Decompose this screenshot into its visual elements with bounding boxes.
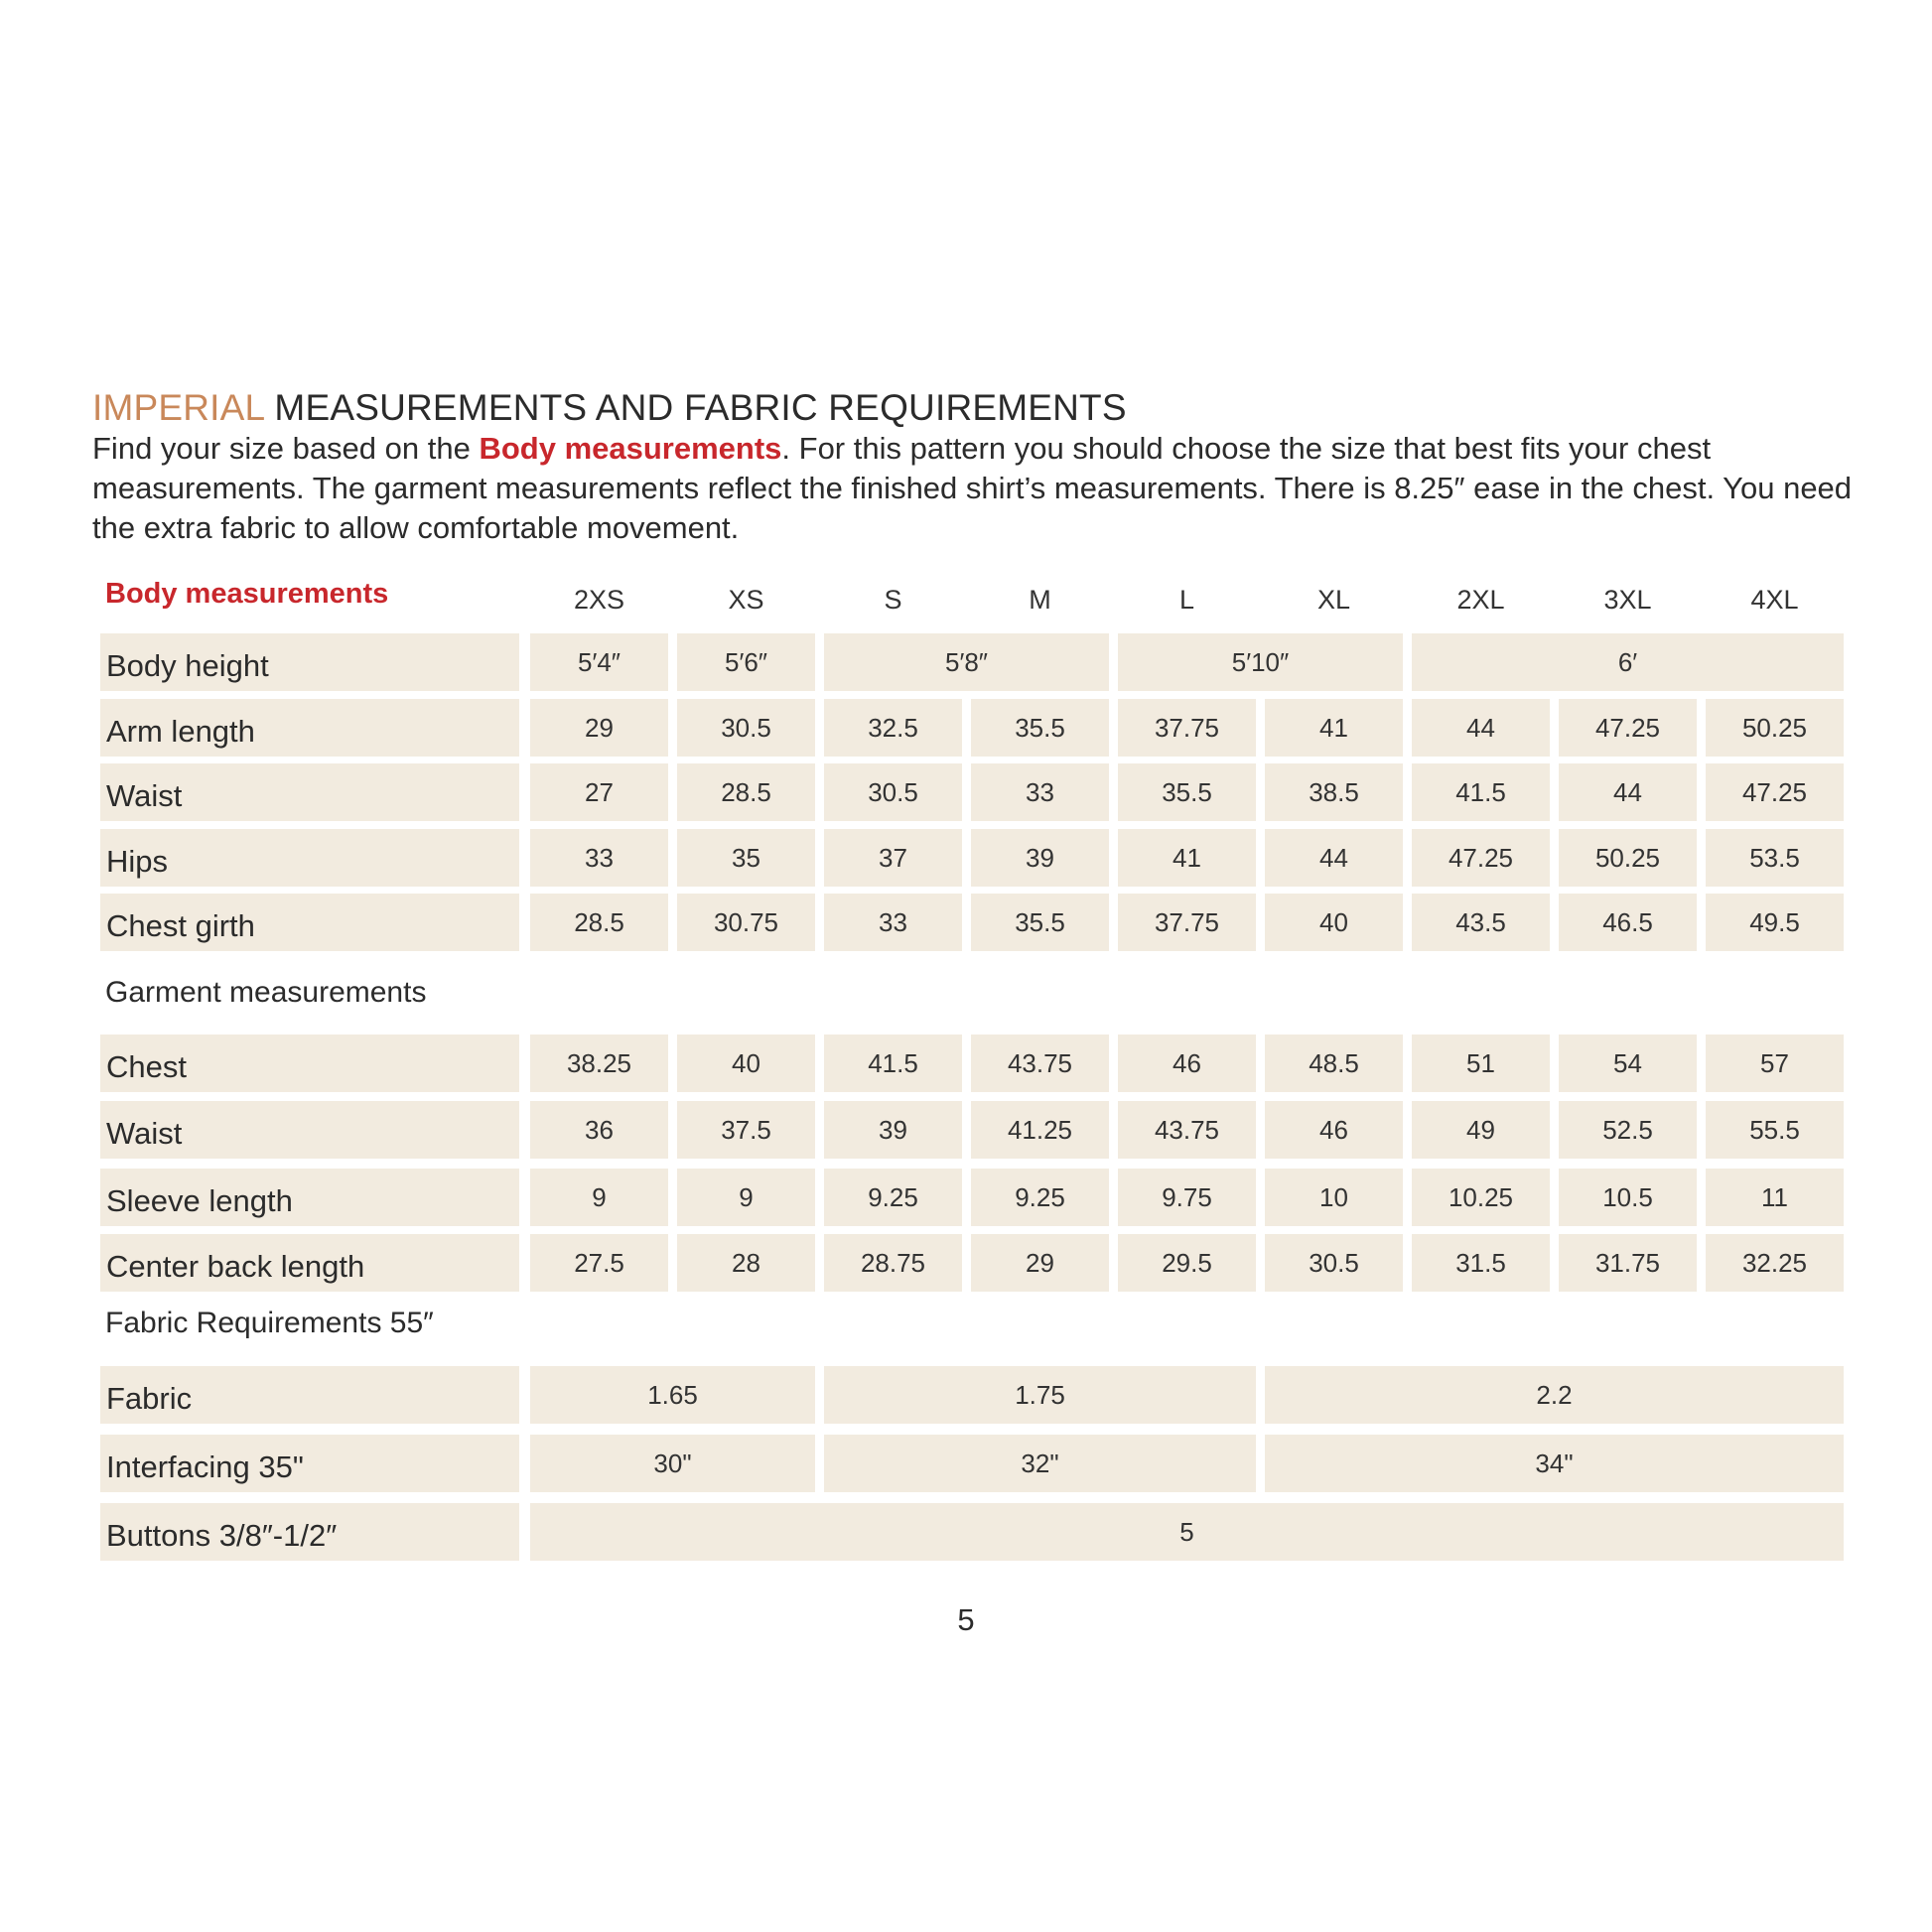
fabric-row-label — [100, 1435, 519, 1492]
body-cell: 5′6″ — [677, 633, 815, 691]
garment-row-label — [100, 1101, 519, 1159]
garment-cell: 46 — [1265, 1101, 1403, 1159]
garment-cell: 51 — [1412, 1035, 1550, 1092]
garment-row-label-text: Sleeve length — [106, 1183, 293, 1218]
fabric-cell: 32" — [824, 1435, 1256, 1492]
body-cell: 27 — [530, 763, 668, 821]
garment-cell: 28 — [677, 1234, 815, 1292]
garment-cell: 9.25 — [824, 1169, 962, 1226]
body-cell: 28.5 — [677, 763, 815, 821]
garment-cell: 10.25 — [1412, 1169, 1550, 1226]
body-row-label — [100, 633, 519, 691]
garment-cell: 46 — [1118, 1035, 1256, 1092]
garment-cell: 10 — [1265, 1169, 1403, 1226]
body-row-label — [100, 829, 519, 887]
intro-pre: Find your size based on the — [92, 431, 480, 466]
garment-cell: 37.5 — [677, 1101, 815, 1159]
size-header-xl: XL — [1316, 584, 1351, 615]
body-cell: 44 — [1412, 699, 1550, 757]
garment-cell: 27.5 — [530, 1234, 668, 1292]
body-cell: 33 — [530, 829, 668, 887]
body-cell: 5′4″ — [530, 633, 668, 691]
body-row-label-text: Body height — [106, 648, 269, 683]
garment-cell: 57 — [1706, 1035, 1844, 1092]
body-cell: 30.75 — [677, 894, 815, 951]
fabric-row-label — [100, 1503, 519, 1561]
garment-cell: 41.25 — [971, 1101, 1109, 1159]
size-header-s: S — [884, 584, 902, 615]
body-cell: 40 — [1265, 894, 1403, 951]
body-cell: 47.25 — [1559, 699, 1697, 757]
body-cell: 43.5 — [1412, 894, 1550, 951]
heading-rest: MEASUREMENTS AND FABRIC REQUIREMENTS — [263, 387, 1127, 428]
page-number: 5 — [957, 1602, 975, 1637]
size-header-4xl: 4XL — [1750, 584, 1799, 615]
body-cell: 33 — [971, 763, 1109, 821]
body-cell: 41.5 — [1412, 763, 1550, 821]
garment-row-label-text: Waist — [106, 1116, 183, 1151]
body-cell: 6′ — [1412, 633, 1844, 691]
body-cell: 5′8″ — [824, 633, 1109, 691]
garment-cell: 31.5 — [1412, 1234, 1550, 1292]
garment-cell: 48.5 — [1265, 1035, 1403, 1092]
body-cell: 30.5 — [677, 699, 815, 757]
section-body-measurements: Body measurements — [105, 578, 389, 610]
garment-cell: 11 — [1706, 1169, 1844, 1226]
body-cell: 46.5 — [1559, 894, 1697, 951]
fabric-cell: 1.75 — [824, 1366, 1256, 1424]
body-cell: 37.75 — [1118, 699, 1256, 757]
body-cell: 5′10″ — [1118, 633, 1403, 691]
garment-cell: 43.75 — [1118, 1101, 1256, 1159]
garment-cell: 28.75 — [824, 1234, 962, 1292]
body-row-label — [100, 699, 519, 757]
body-cell: 30.5 — [824, 763, 962, 821]
garment-cell: 38.25 — [530, 1035, 668, 1092]
garment-row-label-text: Center back length — [106, 1249, 365, 1284]
body-cell: 35.5 — [971, 699, 1109, 757]
body-cell: 29 — [530, 699, 668, 757]
body-cell: 50.25 — [1559, 829, 1697, 887]
intro-emphasis: Body measurements — [479, 431, 782, 466]
body-row-label-text: Hips — [106, 844, 169, 879]
fabric-cell: 5 — [530, 1503, 1844, 1561]
body-row-label-text: Waist — [106, 778, 183, 813]
garment-row-label — [100, 1234, 519, 1292]
size-header-2xl: 2XL — [1456, 584, 1505, 615]
intro-paragraph — [92, 429, 1860, 548]
fabric-cell: 1.65 — [530, 1366, 815, 1424]
garment-cell: 29.5 — [1118, 1234, 1256, 1292]
garment-cell: 9 — [530, 1169, 668, 1226]
fabric-cell: 34" — [1265, 1435, 1844, 1492]
garment-cell: 9 — [677, 1169, 815, 1226]
body-cell: 37 — [824, 829, 962, 887]
garment-cell: 43.75 — [971, 1035, 1109, 1092]
body-cell: 50.25 — [1706, 699, 1844, 757]
size-header-m: M — [1029, 584, 1051, 615]
garment-row-label-text: Chest — [106, 1049, 187, 1084]
body-cell: 32.5 — [824, 699, 962, 757]
heading-accent: IMPERIAL — [92, 387, 264, 428]
body-cell: 44 — [1265, 829, 1403, 887]
garment-cell: 9.25 — [971, 1169, 1109, 1226]
body-cell: 35.5 — [971, 894, 1109, 951]
intro-post: . For this pattern you should choose the size that best fits your chest measurements. The garment measurements reflect the finished shirt’s measurements. There is 8.25″ ease in the chest. You need the extra fabric to allow comfortable movement. — [92, 431, 1853, 545]
size-header-2xs: 2XS — [573, 584, 625, 615]
size-header-l: L — [1178, 584, 1195, 615]
fabric-cell: 2.2 — [1265, 1366, 1844, 1424]
fabric-row-label — [100, 1366, 519, 1424]
garment-cell: 55.5 — [1706, 1101, 1844, 1159]
body-row-label-text: Chest girth — [106, 908, 255, 943]
garment-cell: 36 — [530, 1101, 668, 1159]
body-cell: 47.25 — [1706, 763, 1844, 821]
body-cell: 41 — [1118, 829, 1256, 887]
fabric-cell: 30" — [530, 1435, 815, 1492]
garment-cell: 30.5 — [1265, 1234, 1403, 1292]
garment-cell: 52.5 — [1559, 1101, 1697, 1159]
garment-cell: 39 — [824, 1101, 962, 1159]
body-cell: 33 — [824, 894, 962, 951]
body-row-label-text: Arm length — [106, 714, 255, 749]
fabric-row-label-text: Fabric — [106, 1381, 193, 1416]
garment-cell: 10.5 — [1559, 1169, 1697, 1226]
body-cell: 35 — [677, 829, 815, 887]
body-cell: 28.5 — [530, 894, 668, 951]
body-cell: 35.5 — [1118, 763, 1256, 821]
garment-cell: 31.75 — [1559, 1234, 1697, 1292]
body-cell: 38.5 — [1265, 763, 1403, 821]
body-cell: 53.5 — [1706, 829, 1844, 887]
section-garment-measurements: Garment measurements — [105, 976, 427, 1009]
body-row-label — [100, 763, 519, 821]
fabric-row-label-text: Buttons 3/8″-1/2″ — [106, 1518, 338, 1553]
body-cell: 39 — [971, 829, 1109, 887]
garment-row-label — [100, 1035, 519, 1092]
garment-cell: 29 — [971, 1234, 1109, 1292]
body-row-label — [100, 894, 519, 951]
garment-cell: 40 — [677, 1035, 815, 1092]
garment-cell: 32.25 — [1706, 1234, 1844, 1292]
garment-row-label — [100, 1169, 519, 1226]
size-header-3xl: 3XL — [1603, 584, 1652, 615]
body-cell: 41 — [1265, 699, 1403, 757]
page-heading — [92, 387, 1127, 429]
garment-cell: 49 — [1412, 1101, 1550, 1159]
section-fabric-requirements: Fabric Requirements 55″ — [105, 1307, 434, 1339]
garment-cell: 41.5 — [824, 1035, 962, 1092]
body-cell: 47.25 — [1412, 829, 1550, 887]
garment-cell: 54 — [1559, 1035, 1697, 1092]
body-cell: 44 — [1559, 763, 1697, 821]
body-cell: 49.5 — [1706, 894, 1844, 951]
garment-cell: 9.75 — [1118, 1169, 1256, 1226]
fabric-row-label-text: Interfacing 35" — [106, 1449, 304, 1484]
body-cell: 37.75 — [1118, 894, 1256, 951]
size-header-xs: XS — [728, 584, 764, 615]
